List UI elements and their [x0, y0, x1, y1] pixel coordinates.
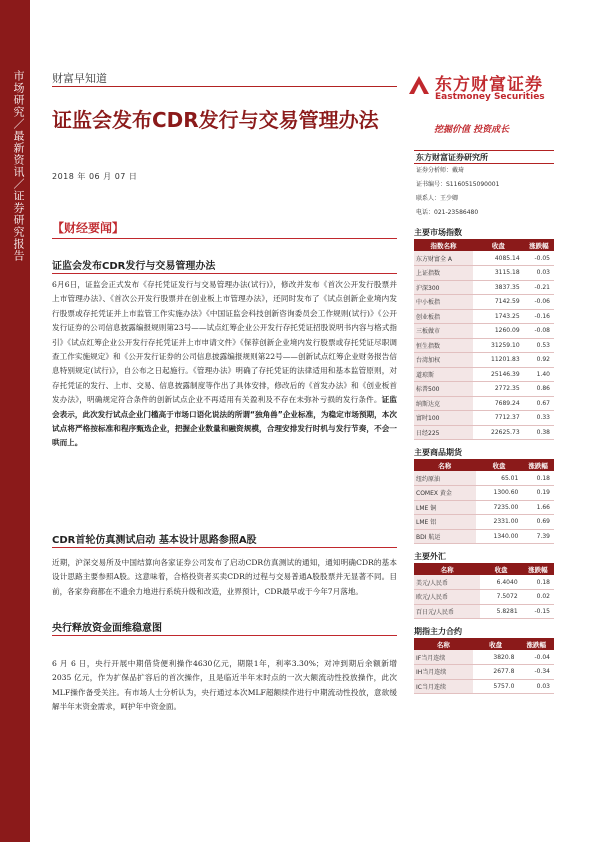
market-cell: 0.33: [524, 411, 554, 426]
market-cell: -0.08: [524, 324, 554, 339]
fx-row: [414, 575, 554, 590]
futures-row: [414, 650, 554, 665]
market-row: [414, 266, 554, 281]
article-1-body: [52, 278, 397, 451]
phone-line: 电话：021-23586480: [416, 209, 479, 216]
market-column-header: 涨跌幅: [524, 239, 554, 251]
market-cell: 0.92: [524, 353, 554, 368]
market-cell: 标普500: [414, 382, 473, 397]
fx-cell: 0.18: [522, 575, 554, 590]
commodity-cell: COMEX 黄金: [414, 486, 476, 501]
commodity-cell: 1300.60: [476, 486, 523, 501]
market-cell: 富时100: [414, 411, 473, 426]
contact-line: 联系人：王少卿: [416, 195, 459, 202]
commodity-cell: 1.66: [522, 500, 554, 515]
market-cell: 日经225: [414, 425, 473, 440]
article-1-highlight: 证监会表示，此次发行试点企业门槛高于市场口语化说法的所谓“独角兽”企业标准，为稳定市场预期，本次试点将严格按标准和程序甄选企业，把握企业数量和融资规模，合理安排发行时机与发行节奏，不会一哄而上。: [52, 395, 398, 448]
market-cell: 7689.24: [473, 396, 524, 411]
market-cell: 0.38: [524, 425, 554, 440]
market-cell: 25146.39: [473, 367, 524, 382]
fx-cell: 6.4040: [480, 575, 521, 590]
futures-column-header: 名称: [414, 638, 473, 650]
commodity-cell: 7235.00: [476, 500, 523, 515]
article-1-title: 证监会发布CDR发行与交易管理办法: [52, 261, 216, 272]
market-cell: -0.21: [524, 280, 554, 295]
fx-header-row: [414, 563, 554, 575]
futures-row: [414, 665, 554, 680]
market-cell: 东方财富全 A: [414, 251, 473, 266]
commodity-cell: 0.69: [522, 515, 554, 530]
futures-cell: 3820.8: [473, 650, 519, 665]
market-row: [414, 324, 554, 339]
article-3-body: 6 月 6 日，央行开展中期借贷便利操作4630亿元，期限1年，利率3.30%；对冲到期后余额新增 2035 亿元，作为扩保品扩容后的首次操作，且是临近半年末时点的一次大额流动性投放操作，此次MLF操作备受关注。有市场人士分析认为，央行通过本次MLF超额续作进行中期流动性投放，意欲缓解半年末资金需求，呵护年中资金面。: [52, 659, 397, 712]
market-row: [414, 295, 554, 310]
market-cell: 2772.35: [473, 382, 524, 397]
side-band-label: 市场研究／最新资讯／证券研究报告: [12, 70, 25, 262]
market-row: [414, 309, 554, 324]
fx-cell: 欧元/人民币: [414, 590, 480, 605]
market-cell: 0.53: [524, 338, 554, 353]
commodity-column-header: 涨跌幅: [522, 459, 554, 471]
article-2-body: 近期，沪深交易所及中国结算向各家证券公司发布了启动CDR仿真测试的通知，通知明确CDR的基本设计思路主要参照A股。这意味着，合格投资者买卖CDR的过程与交易普通A股股票并无显著不同。目前，各家券商都在不遗余力地进行系统升级和改造，业界预计，CDR最早或于今年7月落地。: [52, 558, 397, 596]
market-cell: -0.16: [524, 309, 554, 324]
section-divider: [52, 238, 397, 239]
market-cell: 沪深300: [414, 280, 473, 295]
futures-cell: -0.34: [518, 665, 554, 680]
market-cell: 7142.59: [473, 295, 524, 310]
market-cell: 22625.73: [473, 425, 524, 440]
fx-cell: 美元/人民币: [414, 575, 480, 590]
commodity-title: 主要商品期货: [414, 448, 462, 457]
commodity-cell: BDI 航运: [414, 529, 476, 544]
article-2-divider: [52, 547, 397, 548]
commodity-row: [414, 500, 554, 515]
fx-cell: 百日元/人民币: [414, 604, 480, 619]
commodity-header-row: [414, 459, 554, 471]
fx-title: 主要外汇: [414, 552, 446, 561]
market-cell: 台湾加权: [414, 353, 473, 368]
commodity-row: [414, 471, 554, 486]
market-row: [414, 338, 554, 353]
commodity-cell: 0.18: [522, 471, 554, 486]
article-3-divider: [52, 635, 397, 636]
market-cell: 三板做市: [414, 324, 473, 339]
market-row: [414, 425, 554, 440]
commodity-cell: 2331.00: [476, 515, 523, 530]
market-row: [414, 396, 554, 411]
futures-row: [414, 679, 554, 694]
market-row: [414, 411, 554, 426]
commodity-row: [414, 486, 554, 501]
fx-row: [414, 590, 554, 605]
report-date: 2018 年 06 月 07 日: [52, 172, 138, 181]
market-index-table: [414, 239, 554, 440]
market-cell: 31259.10: [473, 338, 524, 353]
fx-column-header: 名称: [414, 563, 480, 575]
market-cell: 上证指数: [414, 266, 473, 281]
market-cell: 3115.18: [473, 266, 524, 281]
commodity-column-header: 收盘: [476, 459, 523, 471]
market-index-title: 主要市场指数: [414, 228, 462, 237]
commodity-table: [414, 459, 554, 544]
article-3-title: 央行释放资金面维稳意图: [52, 623, 162, 634]
futures-table: [414, 638, 554, 694]
futures-cell: IC当月连续: [414, 679, 473, 694]
article-1-text: 6月6日，证监会正式发布《存托凭证发行与交易管理办法(试行)》，修改并发布《首次公开发行股票并上市管理办法》、《首次公开发行股票并在创业板上市管理办法》，还同时发布了《试点创新企业境内发行股票或存托凭证并上市监管工作实施办法》《中国证监会科技创新咨询委员会工作规则(试行)》《公开发行证券的公司信息披露编报规则第23号——试点红筹企业公开发行存托凭证招股说明书内容与格式指引》《试点红筹企业公开发行存托凭证并上市申请文件》《保荐创新企业境内发行股票或存托凭证尽职调查工作实施规定》和《公开发行证券的公司信息披露编报规则第22号——创新试点红筹企业财务报告信息特别规定(试行)》，自公布之日起施行。《管理办法》明确了存托凭证的法律适用和基本监管原则，对存托凭证的发行、上市、交易、信息披露制度等作出了具体安排，修改后的《首发办法》和《创业板首发办法》，明确规定符合条件的创新试点企业不再适用有关盈利及不存在未弥补亏损的发行条件。: [52, 280, 397, 405]
commodity-column-header: 名称: [414, 459, 476, 471]
page-title: 证监会发布CDR发行与交易管理办法: [52, 108, 379, 132]
futures-cell: 2677.8: [473, 665, 519, 680]
commodity-row: [414, 515, 554, 530]
market-header-row: [414, 239, 554, 251]
fx-cell: 5.8281: [480, 604, 521, 619]
fx-column-header: 涨跌幅: [522, 563, 554, 575]
header-divider: [52, 86, 397, 87]
commodity-cell: 1340.00: [476, 529, 523, 544]
logo-english-name: Eastmoney Securities: [435, 92, 545, 102]
commodity-cell: 7.39: [522, 529, 554, 544]
futures-title: 期指主力合约: [414, 627, 462, 636]
futures-cell: -0.04: [518, 650, 554, 665]
futures-column-header: 涨跌幅: [518, 638, 554, 650]
market-cell: 4085.14: [473, 251, 524, 266]
market-cell: 1.40: [524, 367, 554, 382]
futures-cell: 0.03: [518, 679, 554, 694]
market-cell: 0.86: [524, 382, 554, 397]
market-cell: 0.67: [524, 396, 554, 411]
commodity-cell: 0.19: [522, 486, 554, 501]
article-2-title: CDR首轮仿真测试启动 基本设计思路参照A股: [52, 535, 257, 546]
commodity-cell: 纽约原油: [414, 471, 476, 486]
market-cell: 3837.35: [473, 280, 524, 295]
article-1-divider: [52, 273, 397, 274]
certificate-line: 证书编号：S1160515090001: [416, 181, 500, 188]
institute-title: 东方财富证券研究所: [414, 150, 554, 164]
market-cell: 恒生指数: [414, 338, 473, 353]
market-cell: 创业板指: [414, 309, 473, 324]
company-logo: [405, 70, 555, 110]
market-row: [414, 353, 554, 368]
market-cell: 7712.37: [473, 411, 524, 426]
market-column-header: 指数名称: [414, 239, 473, 251]
market-cell: 1743.25: [473, 309, 524, 324]
commodity-cell: 65.01: [476, 471, 523, 486]
logo-mark-icon: [405, 72, 433, 100]
futures-header-row: [414, 638, 554, 650]
commodity-row: [414, 529, 554, 544]
logo-chinese-name: 东方财富证券: [435, 75, 543, 95]
market-row: [414, 251, 554, 266]
sidebar-panel: [414, 150, 554, 694]
futures-column-header: 收盘: [473, 638, 519, 650]
side-band: [0, 0, 30, 842]
market-cell: 中小板指: [414, 295, 473, 310]
futures-cell: 5757.0: [473, 679, 519, 694]
market-row: [414, 382, 554, 397]
commodity-cell: LME 铝: [414, 515, 476, 530]
futures-cell: IF当月连续: [414, 650, 473, 665]
fx-row: [414, 604, 554, 619]
market-row: [414, 280, 554, 295]
market-cell: 0.03: [524, 266, 554, 281]
section-heading: 【财经要闻】: [52, 221, 125, 235]
fx-cell: 0.02: [522, 590, 554, 605]
market-cell: 1260.09: [473, 324, 524, 339]
commodity-cell: LME 铜: [414, 500, 476, 515]
fx-column-header: 收盘: [480, 563, 521, 575]
fx-table: [414, 563, 554, 619]
market-row: [414, 367, 554, 382]
slogan: 挖掘价值 投资成长: [434, 125, 510, 135]
analyst-line: 证券分析师：戴琦: [416, 167, 465, 174]
market-column-header: 收盘: [473, 239, 524, 251]
market-cell: -0.06: [524, 295, 554, 310]
market-cell: -0.05: [524, 251, 554, 266]
market-cell: 11201.83: [473, 353, 524, 368]
fx-cell: -0.15: [522, 604, 554, 619]
market-cell: 道琼斯: [414, 367, 473, 382]
fx-cell: 7.5072: [480, 590, 521, 605]
market-cell: 纳斯达克: [414, 396, 473, 411]
report-category: 财富早知道: [52, 72, 107, 85]
futures-cell: IH当月连续: [414, 665, 473, 680]
